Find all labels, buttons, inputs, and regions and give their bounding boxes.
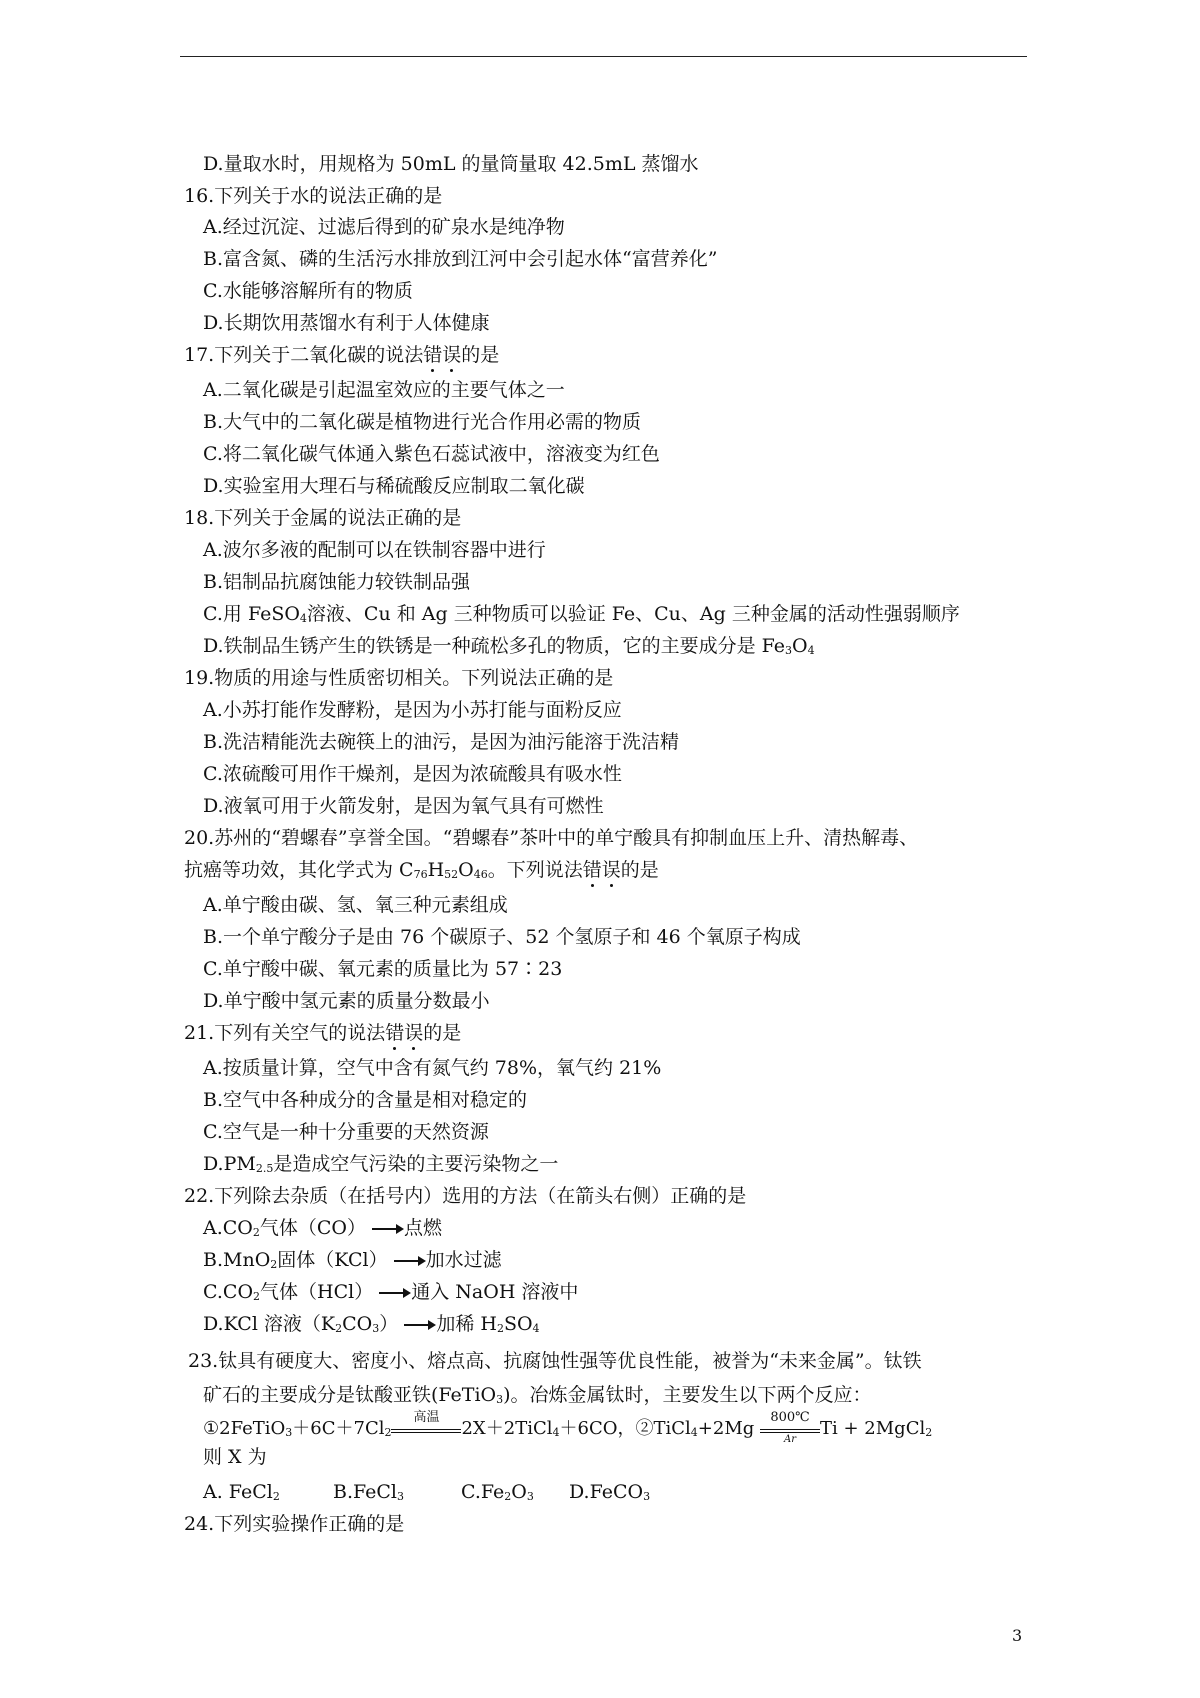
q17-option-a: A.二氧化碳是引起温室效应的主要气体之一 bbox=[203, 379, 565, 401]
q18-stem: 18.下列关于金属的说法正确的是 bbox=[184, 507, 462, 529]
q18-option-c: C.用 FeSO$_4$溶液、Cu 和 Ag 三种物质可以验证 Fe、Cu、Ag 三种金属的活动性强弱顺序 bbox=[203, 603, 960, 625]
q16-option-c: C.水能够溶解所有的物质 bbox=[203, 280, 413, 302]
reaction-arrow-800c-ar: 800℃ Ar bbox=[760, 1417, 820, 1441]
q21-option-c: C.空气是一种十分重要的天然资源 bbox=[203, 1121, 489, 1143]
arrow-icon bbox=[379, 1288, 411, 1298]
arrow-icon bbox=[372, 1224, 404, 1234]
q17-option-d: D.实验室用大理石与稀硫酸反应制取二氧化碳 bbox=[203, 475, 585, 497]
q18-option-b: B.铝制品抗腐蚀能力较铁制品强 bbox=[203, 571, 471, 593]
q19-option-c: C.浓硫酸可用作干燥剂，是因为浓硫酸具有吸水性 bbox=[203, 763, 622, 785]
q21-option-a: A.按质量计算，空气中含有氮气约 78%，氧气约 21% bbox=[203, 1057, 662, 1079]
q20-stem-line1: 20.苏州的“碧螺春”享誉全国。“碧螺春”茶叶中的单宁酸具有抑制血压上升、清热解毒、 bbox=[184, 827, 919, 849]
q20-option-b: B.一个单宁酸分子是由 76 个碳原子、52 个氢原子和 46 个氧原子构成 bbox=[203, 926, 801, 948]
page-number: 3 bbox=[1012, 1626, 1023, 1645]
q22-option-b: B.MnO$_2$固体（KCl） 加水过滤 bbox=[203, 1249, 502, 1271]
q20-option-c: C.单宁酸中碳、氧元素的质量比为 57∶23 bbox=[203, 958, 563, 980]
arrow-icon bbox=[404, 1320, 436, 1330]
q19-option-b: B.洗洁精能洗去碗筷上的油污，是因为油污能溶于洗洁精 bbox=[203, 731, 680, 753]
q24-stem: 24.下列实验操作正确的是 bbox=[184, 1513, 405, 1535]
q23-option-c: $C.Fe_2O_3$ bbox=[461, 1481, 534, 1503]
q18-option-d: D.铁制品生锈产生的铁锈是一种疏松多孔的物质，它的主要成分是 $Fe_3O_4$ bbox=[203, 635, 815, 657]
q23-ask: 则 X 为 bbox=[203, 1446, 267, 1468]
q17-option-b: B.大气中的二氧化碳是植物进行光合作用必需的物质 bbox=[203, 411, 642, 433]
q18-option-a: A.波尔多液的配制可以在铁制容器中进行 bbox=[203, 539, 546, 561]
q23-option-b: B.FeCl$_3$ bbox=[333, 1481, 405, 1503]
header-rule bbox=[180, 56, 1027, 57]
q15-option-d: D.量取水时，用规格为 50mL 的量筒量取 42.5mL 蒸馏水 bbox=[203, 153, 699, 175]
q22-option-a: $A.CO_2$气体（CO） 点燃 bbox=[203, 1217, 443, 1239]
q21-option-d: $D.PM_{2.5}$是造成空气污染的主要污染物之一 bbox=[203, 1153, 559, 1175]
q19-option-d: D.液氧可用于火箭发射，是因为氧气具有可燃性 bbox=[203, 795, 604, 817]
q21-stem: 21.下列有关空气的说法错误的是 bbox=[184, 1022, 462, 1044]
q23-stem-line1: 23.钛具有硬度大、密度小、熔点高、抗腐蚀性强等优良性能，被誉为“未来金属”。钛铁 bbox=[188, 1350, 922, 1372]
q16-option-b: B.富含氮、磷的生活污水排放到江河中会引起水体“富营养化” bbox=[203, 248, 718, 270]
q17-option-c: C.将二氧化碳气体通入紫色石蕊试液中，溶液变为红色 bbox=[203, 443, 660, 465]
reaction-arrow-high-temp: 高温 bbox=[391, 1417, 461, 1441]
q20-option-a: A.单宁酸由碳、氢、氧三种元素组成 bbox=[203, 894, 508, 916]
q16-stem: 16.下列关于水的说法正确的是 bbox=[184, 185, 443, 207]
q19-stem: 19.物质的用途与性质密切相关。下列说法正确的是 bbox=[184, 667, 614, 689]
q23-options bbox=[203, 1480, 650, 1504]
q20-stem-line2: 抗癌等功效，其化学式为 $C_{76}H_{52}O_{46}$。下列说法错误的是 bbox=[184, 859, 659, 881]
q23-option-a: A. FeCl$_2$ bbox=[203, 1481, 280, 1503]
q23-option-d: D.FeCO$_3$ bbox=[569, 1481, 651, 1503]
q20-option-d: D.单宁酸中氢元素的质量分数最小 bbox=[203, 990, 490, 1012]
arrow-icon bbox=[394, 1256, 426, 1266]
q22-stem: 22.下列除去杂质（在括号内）选用的方法（在箭头右侧）正确的是 bbox=[184, 1185, 747, 1207]
q17-stem: 17.下列关于二氧化碳的说法错误的是 bbox=[184, 344, 500, 366]
q16-option-a: A.经过沉淀、过滤后得到的矿泉水是纯净物 bbox=[203, 216, 565, 238]
q22-option-d: D.KCl 溶液$(K_2CO_3)$ 加稀 $H_2SO_4$ bbox=[203, 1313, 540, 1335]
q21-option-b: B.空气中各种成分的含量是相对稳定的 bbox=[203, 1089, 528, 1111]
q19-option-a: A.小苏打能作发酵粉，是因为小苏打能与面粉反应 bbox=[203, 699, 622, 721]
q22-option-c: $C.CO_2$气体（HCl） 通入 NaOH 溶液中 bbox=[203, 1281, 579, 1303]
q16-option-d: D.长期饮用蒸馏水有利于人体健康 bbox=[203, 312, 490, 334]
q23-stem-line2: 矿石的主要成分是钛酸亚铁(FeTiO$_3$)。冶炼金属钛时，主要发生以下两个反应： bbox=[203, 1384, 872, 1406]
q23-equations: $①2FeTiO_3+6C+7Cl_2$ 高温 2X＋2TiCl$_4$＋6CO，②TiCl$_4$+2Mg 800℃ Ar Ti + 2MgCl$_2$ bbox=[203, 1410, 933, 1445]
